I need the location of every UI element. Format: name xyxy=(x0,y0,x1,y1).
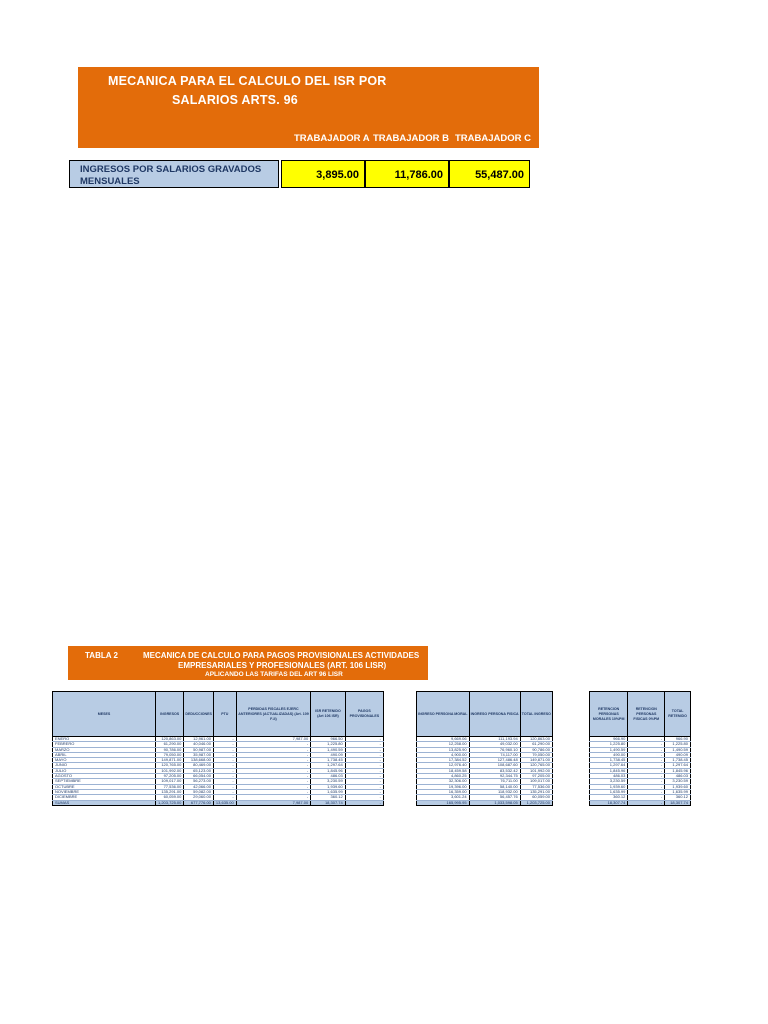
table-cell: 18,459.58 xyxy=(417,768,470,773)
table-cell: - xyxy=(213,763,236,768)
table-cell: 966.90 xyxy=(590,737,628,742)
table-cell: 97,205.00 xyxy=(156,774,184,779)
table-cell: 127,486.48 xyxy=(469,758,520,763)
table-cell: 1,738.45 xyxy=(311,758,346,763)
table-cell: - xyxy=(236,768,310,773)
column-header-b: TRABAJADOR B xyxy=(373,133,449,144)
column-header: ISR RETENIDO (Art 106 ISR) xyxy=(311,692,346,737)
table-cell: 60,059.00 xyxy=(520,795,552,800)
table-cell: 35,987.00 xyxy=(184,752,214,757)
table-cell: 18,307.74 xyxy=(311,800,346,805)
table-cell: 120,765.00 xyxy=(156,763,184,768)
table-cell: AGOSTO xyxy=(53,774,156,779)
table-cell: - xyxy=(345,758,383,763)
tabla2-subtitle: APLICANDO LAS TARIFAS DEL ART 96 LISR xyxy=(205,671,343,678)
table-cell: 12,976.40 xyxy=(417,763,470,768)
table-cell: - xyxy=(345,800,383,805)
table-cell: 1,490.59 xyxy=(665,747,691,752)
table-cell: 120,765.00 xyxy=(520,763,552,768)
table-cell: 1,203,725.00 xyxy=(520,800,552,805)
table-cell: JUNIO xyxy=(53,763,156,768)
table-cell: 65,123.00 xyxy=(184,768,214,773)
table-cell: 360.12 xyxy=(665,795,691,800)
table-cell: 101,992.00 xyxy=(156,768,184,773)
table-cell: 13,635.00 xyxy=(213,800,236,805)
table-cell: - xyxy=(236,789,310,794)
column-header: INGRESOS xyxy=(156,692,184,737)
table-cell: 490.09 xyxy=(665,752,691,757)
table-cell: 60,059.00 xyxy=(156,795,184,800)
column-header-a: TRABAJADOR A xyxy=(294,133,370,144)
table-cell: 97,205.00 xyxy=(520,774,552,779)
table-cell: 4,900.00 xyxy=(417,752,470,757)
table-cell: 120,863.00 xyxy=(156,737,184,742)
table-cell: 1,490.59 xyxy=(590,747,628,752)
table-cell: MARZO xyxy=(53,747,156,752)
tabla2-retenciones-table xyxy=(589,691,691,806)
table-cell: 149,871.00 xyxy=(156,758,184,763)
table-total-row xyxy=(417,800,553,805)
table-cell: 77,536.00 xyxy=(520,784,552,789)
table-cell: 92,344.75 xyxy=(469,774,520,779)
table-cell: 7,987.00 xyxy=(236,737,310,742)
table-cell: - xyxy=(213,737,236,742)
table-cell: - xyxy=(345,779,383,784)
tabla2-tag: TABLA 2 xyxy=(85,651,118,660)
table-cell: 486.03 xyxy=(590,774,628,779)
table-cell: 49,032.00 xyxy=(469,742,520,747)
table-cell: - xyxy=(213,784,236,789)
column-header: INGRESO PERSONA MORAL xyxy=(417,692,470,737)
table-cell: - xyxy=(628,752,665,757)
tabla2-title-line1: MECANICA DE CALCULO PARA PAGOS PROVISIONALES ACTIVIDADES xyxy=(143,651,420,660)
table-cell: - xyxy=(213,795,236,800)
table-cell: SEPTIEMBRE xyxy=(53,779,156,784)
table-cell: - xyxy=(213,742,236,747)
table-cell: - xyxy=(628,795,665,800)
table-cell: 1,033,598.05 xyxy=(469,800,520,805)
table-cell: 1,297.64 xyxy=(311,763,346,768)
table-cell: - xyxy=(236,784,310,789)
column-header: MESES xyxy=(53,692,156,737)
table-cell: 3,601.24 xyxy=(417,795,470,800)
table-cell: - xyxy=(213,774,236,779)
table-cell: 1,939.60 xyxy=(311,784,346,789)
table-cell: - xyxy=(213,789,236,794)
table-cell: 677,776.00 xyxy=(184,800,214,805)
table-cell: 1,738.45 xyxy=(665,758,691,763)
table-cell: - xyxy=(213,768,236,773)
table-cell: 486.03 xyxy=(311,774,346,779)
table-cell: 77,536.00 xyxy=(156,784,184,789)
table-cell: 50,987.00 xyxy=(184,747,214,752)
table-cell: 3,230.59 xyxy=(590,779,628,784)
table-cell: 90,786.00 xyxy=(156,747,184,752)
table-cell: 1,635.99 xyxy=(590,789,628,794)
ingresos-value-b[interactable]: 11,786.00 xyxy=(365,160,449,188)
table-cell: 61,290.00 xyxy=(156,742,184,747)
ingresos-value-a[interactable]: 3,895.00 xyxy=(281,160,365,188)
table-cell: 135,291.00 xyxy=(520,789,552,794)
table-cell: ABRIL xyxy=(53,752,156,757)
table-cell: 1,845.96 xyxy=(665,768,691,773)
table-cell: - xyxy=(345,747,383,752)
table-cell: 1,635.99 xyxy=(311,789,346,794)
table-cell: 80,469.00 xyxy=(184,763,214,768)
table-cell: - xyxy=(345,763,383,768)
table-cell: - xyxy=(236,758,310,763)
table-cell: 118,932.00 xyxy=(469,789,520,794)
table-cell: 165,995.95 xyxy=(417,800,470,805)
table-cell: 135,291.00 xyxy=(156,789,184,794)
table-cell: 83,532.42 xyxy=(469,768,520,773)
column-header: TOTAL RETENIDO xyxy=(665,692,691,737)
table-cell: - xyxy=(213,758,236,763)
table-cell: 1,297.64 xyxy=(590,763,628,768)
table-cell: 59,082.00 xyxy=(184,789,214,794)
table-cell: - xyxy=(236,763,310,768)
column-header: PERDIDAS FISCALES EJERC ANTERIORES (ACTUALIZADAS) (Art. 109 F-II) xyxy=(236,692,310,737)
table-cell: - xyxy=(236,779,310,784)
table-cell: 4,860.25 xyxy=(417,774,470,779)
column-header: RETENCION PERSONAS FISICAS 0%PM xyxy=(628,692,665,737)
table-cell: - xyxy=(236,742,310,747)
ingresos-label: INGRESOS POR SALARIOS GRAVADOS MENSUALES xyxy=(69,160,279,188)
table-cell: - xyxy=(345,742,383,747)
table-cell: 1,939.60 xyxy=(590,784,628,789)
table-cell: 56,273.00 xyxy=(184,779,214,784)
tabla2-title-line2: EMPRESARIALES Y PROFESIONALES (ART. 106 LISR) xyxy=(178,661,387,670)
tabla2-ingresos-table xyxy=(416,691,553,806)
table-cell: 40,046.00 xyxy=(184,742,214,747)
table-cell: - xyxy=(213,752,236,757)
table-cell: 16,359.00 xyxy=(417,789,470,794)
column-header: RETENCION PERSONAS MORALES 10%PM xyxy=(590,692,628,737)
table-cell: 101,992.00 xyxy=(520,768,552,773)
table-cell: FEBRERO xyxy=(53,742,156,747)
table-cell: 9,669.06 xyxy=(417,737,470,742)
table-cell: - xyxy=(628,779,665,784)
table-cell: SUMAS xyxy=(53,800,156,805)
table-cell: 486.03 xyxy=(665,774,691,779)
table-cell: 29,060.00 xyxy=(184,795,214,800)
table-cell: - xyxy=(236,795,310,800)
table-cell: - xyxy=(628,742,665,747)
table-cell: DICIEMBRE xyxy=(53,795,156,800)
table-cell: 120,863.00 xyxy=(520,737,552,742)
table-cell: 1,635.99 xyxy=(665,789,691,794)
table-cell: - xyxy=(345,768,383,773)
table-cell: - xyxy=(628,789,665,794)
table-cell: - xyxy=(345,752,383,757)
table-cell: - xyxy=(213,779,236,784)
table-cell: 74,117.00 xyxy=(469,752,520,757)
page-title-line1: MECANICA PARA EL CALCULO DEL ISR POR xyxy=(108,74,387,88)
table-cell: 1,845.96 xyxy=(590,768,628,773)
table-cell: - xyxy=(345,789,383,794)
table-cell: 108,687.60 xyxy=(469,763,520,768)
table-cell: 1,225.80 xyxy=(665,742,691,747)
table-cell: - xyxy=(213,747,236,752)
table-cell: - xyxy=(345,795,383,800)
table-cell: 360.12 xyxy=(590,795,628,800)
ingresos-value-c[interactable]: 55,487.00 xyxy=(449,160,530,188)
table-cell: 1,490.59 xyxy=(311,747,346,752)
table-cell: 56,457.76 xyxy=(469,795,520,800)
table-cell: MAYO xyxy=(53,758,156,763)
column-header: TOTAL INGRESO xyxy=(520,692,552,737)
table-cell: 109,017.00 xyxy=(156,779,184,784)
table-cell: 1,297.64 xyxy=(665,763,691,768)
table-cell: 18,307.74 xyxy=(590,800,628,805)
table-cell: 109,017.00 xyxy=(520,779,552,784)
column-header: INGRESO PERSONA FISICA xyxy=(469,692,520,737)
table-cell: 7,987.00 xyxy=(236,800,310,805)
table-cell: 79,050.00 xyxy=(520,752,552,757)
column-header: PTU xyxy=(213,692,236,737)
table-cell: 3,230.59 xyxy=(665,779,691,784)
table-cell: 490.00 xyxy=(590,752,628,757)
table-cell: 1,225.80 xyxy=(311,742,346,747)
table-cell: - xyxy=(345,774,383,779)
table-cell: 13,825.90 xyxy=(417,747,470,752)
table-cell: 1,203,725.00 xyxy=(156,800,184,805)
table-cell: - xyxy=(628,763,665,768)
table-cell: - xyxy=(236,747,310,752)
table-cell: NOVIEMBRE xyxy=(53,789,156,794)
table-cell: 1,939.60 xyxy=(665,784,691,789)
page-title-line2: SALARIOS ARTS. 96 xyxy=(172,93,298,107)
table-cell: 966.90 xyxy=(665,737,691,742)
column-header: DEDUCCIONES xyxy=(184,692,214,737)
table-cell: 76,711.00 xyxy=(469,779,520,784)
table-cell: 58,140.00 xyxy=(469,784,520,789)
table-total-row xyxy=(53,800,384,805)
table-cell: 1,845.96 xyxy=(311,768,346,773)
table-cell: - xyxy=(628,784,665,789)
table-cell: 1,738.45 xyxy=(590,758,628,763)
table-cell: - xyxy=(628,747,665,752)
table-cell: 66,054.00 xyxy=(184,774,214,779)
table-cell: OCTUBRE xyxy=(53,784,156,789)
table-cell: 966.50 xyxy=(311,737,346,742)
table-cell: 90,786.00 xyxy=(520,747,552,752)
table-cell: 79,050.00 xyxy=(156,752,184,757)
table-cell: 3,230.59 xyxy=(311,779,346,784)
tabla2-main-table xyxy=(52,691,384,806)
table-cell: - xyxy=(628,758,665,763)
table-cell: ENERO xyxy=(53,737,156,742)
table-cell: 1,225.80 xyxy=(590,742,628,747)
table-cell: 17,384.52 xyxy=(417,758,470,763)
column-header: PAGOS PROVISIONALES xyxy=(345,692,383,737)
table-cell: - xyxy=(628,774,665,779)
table-cell: JULIO xyxy=(53,768,156,773)
table-cell: 32,306.00 xyxy=(417,779,470,784)
table-cell: 138,668.00 xyxy=(184,758,214,763)
table-cell: 42,066.00 xyxy=(184,784,214,789)
table-cell: - xyxy=(628,800,665,805)
tabla2-banner xyxy=(68,646,428,680)
table-cell: - xyxy=(236,774,310,779)
table-cell: 490.09 xyxy=(311,752,346,757)
column-header-c: TRABAJADOR C xyxy=(455,133,531,144)
header-banner xyxy=(78,67,539,148)
table-cell: 360.12 xyxy=(311,795,346,800)
table-cell: - xyxy=(628,768,665,773)
table-cell: 19,396.00 xyxy=(417,784,470,789)
table-cell: 18,307.74 xyxy=(665,800,691,805)
table-cell: - xyxy=(628,737,665,742)
table-total-row xyxy=(590,800,691,805)
table-cell: 76,960.10 xyxy=(469,747,520,752)
table-cell: - xyxy=(345,784,383,789)
table-cell: 12,961.00 xyxy=(184,737,214,742)
table-cell: - xyxy=(345,737,383,742)
table-cell: 111,193.94 xyxy=(469,737,520,742)
table-cell: 61,290.00 xyxy=(520,742,552,747)
table-cell: - xyxy=(236,752,310,757)
table-cell: 12,258.00 xyxy=(417,742,470,747)
table-cell: 149,871.00 xyxy=(520,758,552,763)
